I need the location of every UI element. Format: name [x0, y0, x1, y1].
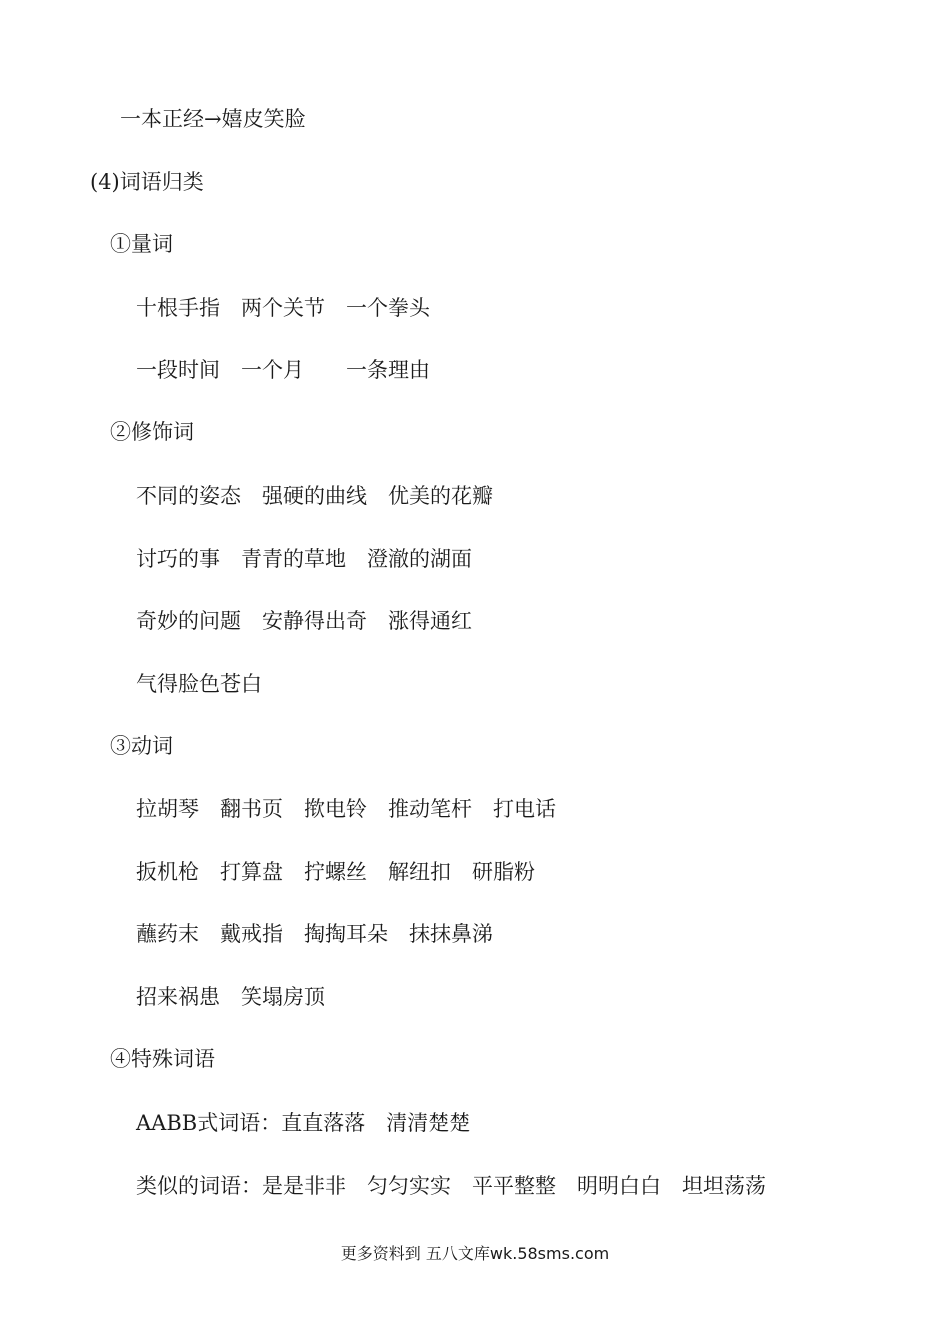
verbs-line-3: 蘸药末 戴戒指 掏掏耳朵 抹抹鼻涕 — [136, 922, 493, 946]
subheading-modifiers: ②修饰词 — [110, 420, 194, 444]
measure-words-line-1: 十根手指 两个关节 一个拳头 — [136, 296, 430, 320]
antonym-pair-line: 一本正经→嬉皮笑脸 — [120, 107, 306, 131]
verbs-line-1: 拉胡琴 翻书页 揿电铃 推动笔杆 打电话 — [136, 797, 556, 821]
subheading-special-words: ④特殊词语 — [110, 1047, 215, 1071]
modifiers-line-3: 奇妙的问题 安静得出奇 涨得通红 — [136, 609, 472, 633]
page-footer: 更多资料到 五八文库wk.58sms.com — [340, 1244, 610, 1263]
verbs-line-4: 招来祸患 笑塌房顶 — [136, 985, 325, 1009]
subheading-measure-words: ①量词 — [110, 232, 173, 256]
special-words-line-2: 类似的词语：是是非非 匀匀实实 平平整整 明明白白 坦坦荡荡 — [136, 1174, 766, 1198]
measure-words-line-2: 一段时间 一个月 一条理由 — [136, 358, 430, 382]
modifiers-line-1: 不同的姿态 强硬的曲线 优美的花瓣 — [136, 484, 493, 508]
verbs-line-2: 扳机枪 打算盘 拧螺丝 解纽扣 研脂粉 — [136, 860, 535, 884]
section-heading: (4)词语归类 — [90, 170, 204, 194]
modifiers-line-4: 气得脸色苍白 — [136, 672, 262, 696]
modifiers-line-2: 讨巧的事 青青的草地 澄澈的湖面 — [136, 547, 472, 571]
subheading-verbs: ③动词 — [110, 734, 173, 758]
special-words-line-1: AABB式词语：直直落落 清清楚楚 — [136, 1111, 471, 1135]
